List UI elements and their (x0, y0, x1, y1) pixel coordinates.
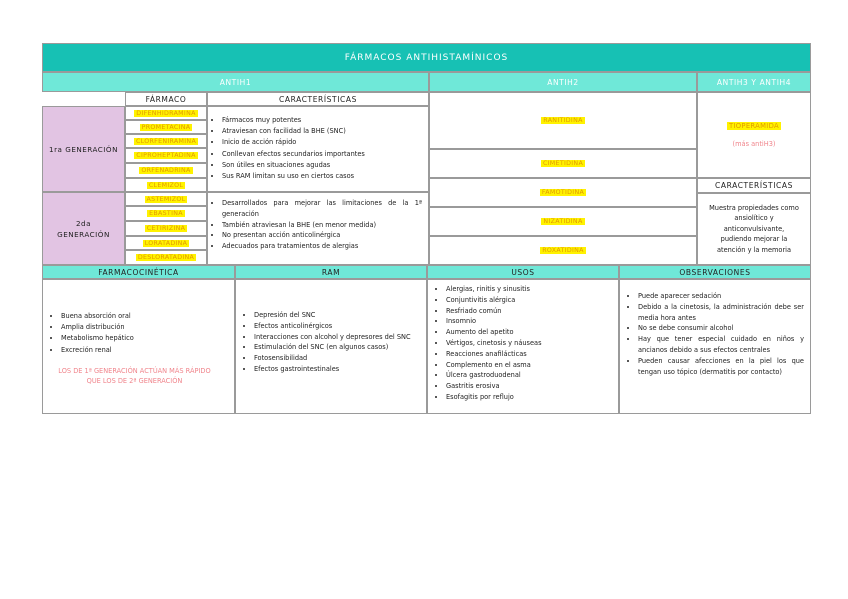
list-item: • Alergias, rinitis y sinusitis (446, 284, 612, 295)
drug-cell (125, 192, 207, 206)
list-item: • Vértigos, cinetosis y náuseas (446, 338, 612, 349)
antih2-cell (429, 207, 697, 236)
drug-name: EBASTINA (149, 210, 183, 217)
drug-name: ROXATIDINA (542, 247, 584, 254)
observaciones-body (619, 279, 811, 414)
drug-cell (125, 106, 207, 120)
drug-cell (125, 206, 207, 221)
drug-name: CETIRIZINA (146, 225, 186, 232)
list-item: • Buena absorción oral (61, 311, 222, 322)
table-title: FÁRMACOS ANTIHISTAMÍNICOS (42, 43, 811, 72)
gen2-label (42, 192, 125, 265)
list-item: • Adecuados para tratamientos de alergias (222, 241, 422, 252)
list-item: • Aumento del apetito (446, 327, 612, 338)
farmacocinetica-body (42, 279, 235, 414)
list-item: • Esofagitis por reflujo (446, 392, 612, 403)
antih1-header: ANTIH1 (42, 72, 429, 92)
gen1-label: 1ra GENERACIÓN (42, 106, 125, 192)
list-item: • Amplia distribución (61, 322, 222, 333)
list-item: • No se debe consumir alcohol (638, 323, 804, 334)
ram-header: RAM (235, 265, 427, 279)
list-item: • También atraviesan la BHE (en menor medida) (222, 220, 422, 231)
list-item: • Estimulación del SNC (en algunos casos) (254, 342, 418, 353)
antih2-cell (429, 236, 697, 265)
drug-cell (125, 178, 207, 192)
drug-cell (125, 120, 207, 134)
usos-body (427, 279, 619, 414)
gen2-features (207, 192, 429, 265)
drug-name: FAMOTIDINA (541, 189, 585, 196)
list-item: • Fotosensibilidad (254, 353, 418, 364)
list-item: • Efectos gastrointestinales (254, 364, 418, 375)
drug-name: RANITIDINA (543, 117, 583, 124)
generation-speed-note: LOS DE 1ª GENERACIÓN ACTÚAN MÁS RÁPIDO QUE LOS DE 2ª GENERACIÓN (58, 366, 211, 385)
gen2-label-line1: 2da (75, 218, 92, 228)
usos-header: USOS (427, 265, 619, 279)
list-item: • Hay que tener especial cuidado en niños y ancianos debido a sus efectos centrales (638, 334, 804, 356)
list-item: • Interacciones con alcohol y depresores del SNC (254, 332, 418, 343)
antih3-4-drug-cell (697, 92, 811, 178)
drug-name: DIFENHIDRAMINA (136, 109, 196, 117)
antih2-cell (429, 178, 697, 207)
drug-name: LORATADINA (144, 239, 188, 247)
list-item: • Gastritis erosiva (446, 381, 612, 392)
drug-name: NIZATIDINA (543, 218, 583, 225)
list-item: • Excreción renal (61, 345, 222, 356)
drug-name: ORFENADRINA (141, 167, 191, 174)
antih3-4-description: Muestra propiedades como ansiolítico y anticonvulsivante, pudiendo mejorar la atención y la memoria (697, 193, 811, 265)
gen2-label-line2: GENERACIÓN (57, 229, 110, 239)
list-item: • No presentan acción anticolinérgica (222, 230, 422, 241)
drug-name: CLORFENIRAMINA (135, 137, 197, 145)
list-item: • Puede aparecer sedación (638, 291, 804, 302)
drug-name: PROMETACINA (141, 123, 191, 131)
list-item: • Efectos anticolinérgicos (254, 321, 418, 332)
list-item: • Metabolismo hepático (61, 333, 222, 344)
drug-name: CIPROHEPTADINA (136, 152, 196, 159)
list-item: • Son útiles en situaciones agudas (222, 160, 428, 171)
list-item: • Depresión del SNC (254, 310, 418, 321)
drug-name: DESLORATADINA (137, 254, 195, 261)
antih2-header: ANTIH2 (429, 72, 697, 92)
drug-cell (125, 134, 207, 148)
list-item: • Atraviesan con facilidad la BHE (SNC) (222, 126, 428, 137)
drug-name: ASTEMIZOL (146, 195, 186, 203)
drug-name: CLEMIZOL (148, 181, 184, 189)
drug-cell (125, 148, 207, 163)
drug-name: TIOPERAMIDA (729, 122, 779, 130)
list-item: • Insomnio (446, 316, 612, 327)
list-item: • Complemento en el asma (446, 360, 612, 371)
list-item: • Sus RAM limitan su uso en ciertos casos (222, 171, 428, 182)
drug-cell (125, 221, 207, 236)
antih2-cell (429, 92, 697, 149)
list-item: • Reacciones anafilácticas (446, 349, 612, 360)
list-item: • Fármacos muy potentes (222, 115, 428, 126)
list-item: • Conjuntivitis alérgica (446, 295, 612, 306)
drug-cell (125, 250, 207, 265)
drug-cell (125, 163, 207, 178)
caracteristicas-header: CARACTERÍSTICAS (207, 92, 429, 106)
antih3-note: (más antiH3) (732, 140, 776, 148)
list-item: • Pueden causar afecciones en la piel los que tengan uso tópico (dermatitis por contacto) (638, 356, 804, 378)
list-item: • Debido a la cinetosis, la administración debe ser media hora antes (638, 302, 804, 324)
drug-name: CIMETIDINA (542, 160, 584, 167)
drug-cell (125, 236, 207, 250)
ram-body (235, 279, 427, 414)
observaciones-header: OBSERVACIONES (619, 265, 811, 279)
list-item: • Úlcera gastroduodenal (446, 370, 612, 381)
list-item: • Resfriado común (446, 306, 612, 317)
farmaco-header: FÁRMACO (125, 92, 207, 106)
antih3-4-header: ANTIH3 Y ANTIH4 (697, 72, 811, 92)
list-item: • Desarrollados para mejorar las limitaciones de la 1ª generación (222, 198, 422, 220)
list-item: • Conllevan efectos secundarios importantes (222, 149, 428, 160)
antih3-4-caracteristicas-header: CARACTERÍSTICAS (697, 178, 811, 193)
gen1-features (207, 106, 429, 192)
list-item: • Inicio de acción rápido (222, 137, 428, 148)
antih2-cell (429, 149, 697, 178)
farmacocinetica-header: FARMACOCINÉTICA (42, 265, 235, 279)
